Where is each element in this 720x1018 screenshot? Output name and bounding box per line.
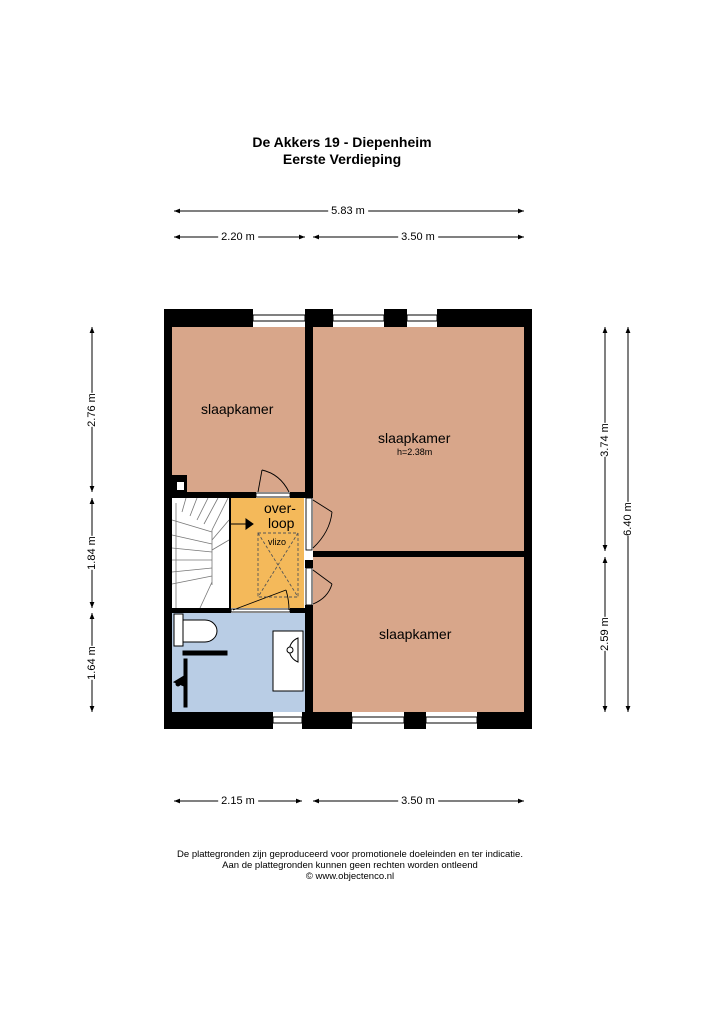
staircase-area — [172, 498, 231, 608]
dimension-bottom-left: 2.15 m — [218, 795, 258, 807]
dimension-bottom-right: 3.50 m — [398, 795, 438, 807]
dimension-left-bottom: 1.64 m — [83, 646, 101, 680]
chimney-inner — [177, 482, 184, 490]
disclaimer-line-1: De plattegronden zijn geproduceerd voor promotionele doeleinden en ter indicatie. — [177, 849, 523, 860]
room-label-landing-line2: loop — [268, 515, 295, 531]
dimension-right-total: 6.40 m — [619, 502, 637, 536]
washbasin — [273, 631, 303, 691]
floor-name: Eerste Verdieping — [282, 151, 402, 167]
dimension-top-right: 3.50 m — [398, 231, 438, 243]
room-label-bedroom-top-right: slaapkamer — [378, 430, 451, 446]
copyright-link[interactable]: © www.objectenco.nl — [305, 871, 395, 882]
dimension-top-left: 2.20 m — [218, 231, 258, 243]
dimension-left-top: 2.76 m — [83, 393, 101, 427]
dimension-top-total: 5.83 m — [328, 205, 368, 217]
disclaimer-line-2: Aan de plattegronden kunnen geen rechten worden ontleend — [222, 860, 478, 871]
room-label-bedroom-top-left: slaapkamer — [201, 401, 274, 417]
dimension-right-bottom: 2.59 m — [596, 617, 614, 651]
dimension-left-mid: 1.84 m — [83, 536, 101, 570]
dimension-right-top: 3.74 m — [596, 423, 614, 457]
ceiling-height-label: h=2.38m — [397, 447, 433, 457]
plan-title: De Akkers 19 - Diepenheim — [252, 134, 432, 150]
room-label-landing-line1: over- — [264, 500, 296, 516]
attic-hatch-label: vlizo — [268, 537, 287, 547]
room-label-bedroom-bottom-right: slaapkamer — [379, 626, 452, 642]
